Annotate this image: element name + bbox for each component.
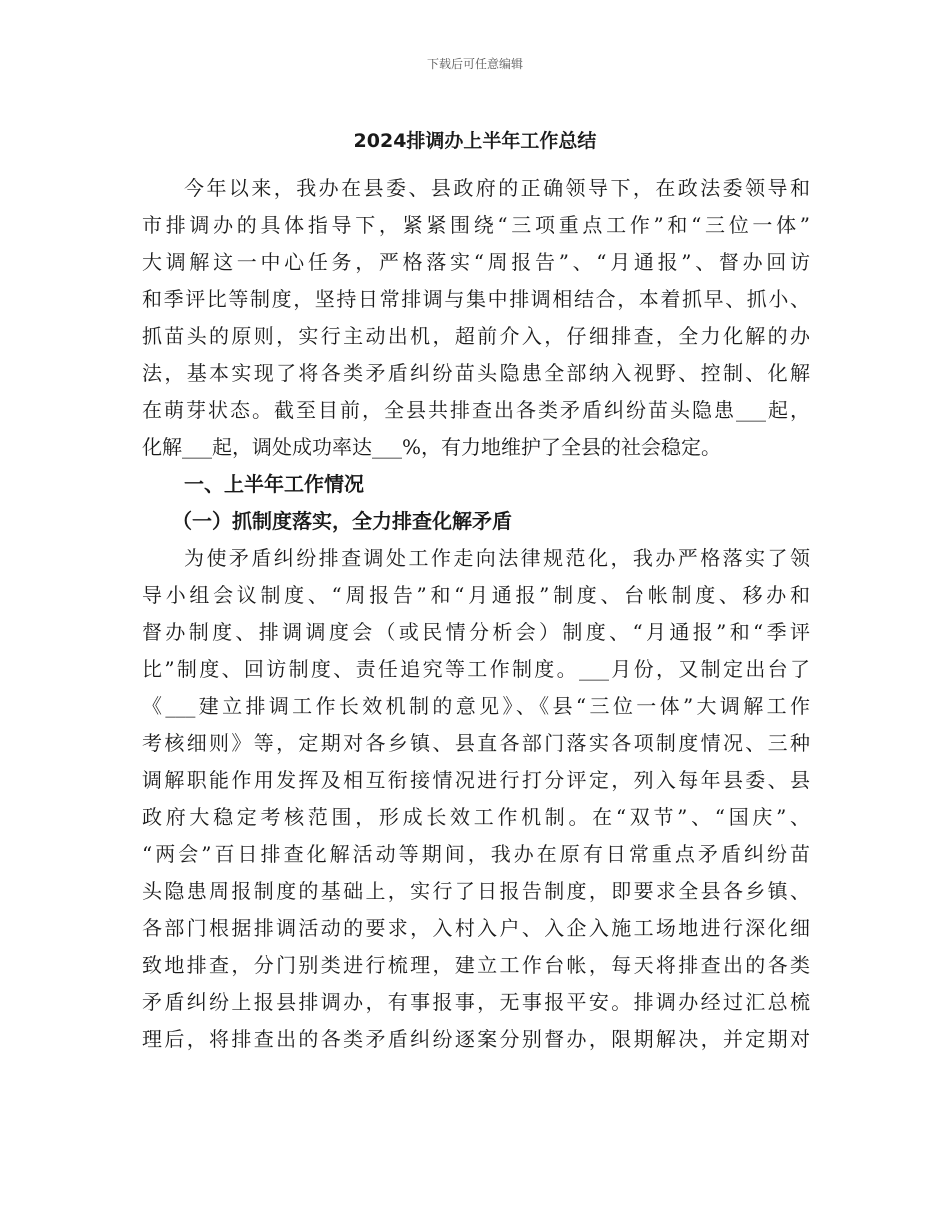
paragraph-line: 和季评比等制度，坚持日常排调与集中排调相结合，本着抓早、抓小、 xyxy=(142,287,810,311)
paragraph-line: 《___建立排调工作长效机制的意见》、《县“三位一体”大调解工作 xyxy=(142,694,810,718)
paragraph-line: 矛盾纠纷上报县排调办，有事报事，无事报平安。排调办经过汇总梳 xyxy=(142,990,810,1014)
section-heading: 一、上半年工作情况 xyxy=(184,472,364,496)
paragraph-line: 调解职能作用发挥及相互衔接情况进行打分评定，列入每年县委、县 xyxy=(142,768,810,792)
paragraph-line: 政府大稳定考核范围，形成长效工作机制。在“双节”、“国庆”、 xyxy=(142,805,810,829)
document-title: 2024排调办上半年工作总结 xyxy=(353,130,597,152)
paragraph-line: 法，基本实现了将各类矛盾纠纷苗头隐患全部纳入视野、控制、化解 xyxy=(142,361,810,385)
paragraph-line: 抓苗头的原则，实行主动出机，超前介入，仔细排查，全力化解的办 xyxy=(142,324,810,348)
paragraph-line: 致地排查，分门别类进行梳理，建立工作台帐，每天将排查出的各类 xyxy=(142,953,810,977)
paragraph-line: 大调解这一中心任务，严格落实“周报告”、“月通报”、督办回访 xyxy=(142,250,810,274)
paragraph-line: 在萌芽状态。截至目前，全县共排查出各类矛盾纠纷苗头隐患___起， xyxy=(142,398,810,422)
document-body xyxy=(142,170,810,1058)
paragraph-line: “两会”百日排查化解活动等期间，我办在原有日常重点矛盾纠纷苗 xyxy=(142,842,810,866)
paragraph-line: 督办制度、排调调度会（或民情分析会）制度、“月通报”和“季评 xyxy=(142,620,810,644)
paragraph-line: 考核细则》等，定期对各乡镇、县直各部门落实各项制度情况、三种 xyxy=(142,731,810,755)
paragraph-line: 导小组会议制度、“周报告”和“月通报”制度、台帐制度、移办和 xyxy=(142,583,810,607)
paragraph-line: 今年以来，我办在县委、县政府的正确领导下，在政法委领导和 xyxy=(184,176,810,200)
paragraph-line: 市排调办的具体指导下，紧紧围绕“三项重点工作”和“三位一体” xyxy=(142,213,810,237)
subsection-heading: （一）抓制度落实，全力排查化解矛盾 xyxy=(172,509,512,533)
paragraph-line: 比”制度、回访制度、责任追究等工作制度。___月份，又制定出台了 xyxy=(142,657,810,681)
paragraph-line: 各部门根据排调活动的要求，入村入户、入企入施工场地进行深化细 xyxy=(142,916,810,940)
header-note: 下载后可任意编辑 xyxy=(426,57,523,71)
paragraph-line: 理后，将排查出的各类矛盾纠纷逐案分别督办，限期解决，并定期对 xyxy=(142,1027,810,1051)
paragraph-line: 头隐患周报制度的基础上，实行了日报告制度，即要求全县各乡镇、 xyxy=(142,879,810,903)
paragraph-line: 化解___起，调处成功率达___%，有力地维护了全县的社会稳定。 xyxy=(142,435,722,459)
paragraph-line: 为使矛盾纠纷排查调处工作走向法律规范化，我办严格落实了领 xyxy=(184,546,810,570)
